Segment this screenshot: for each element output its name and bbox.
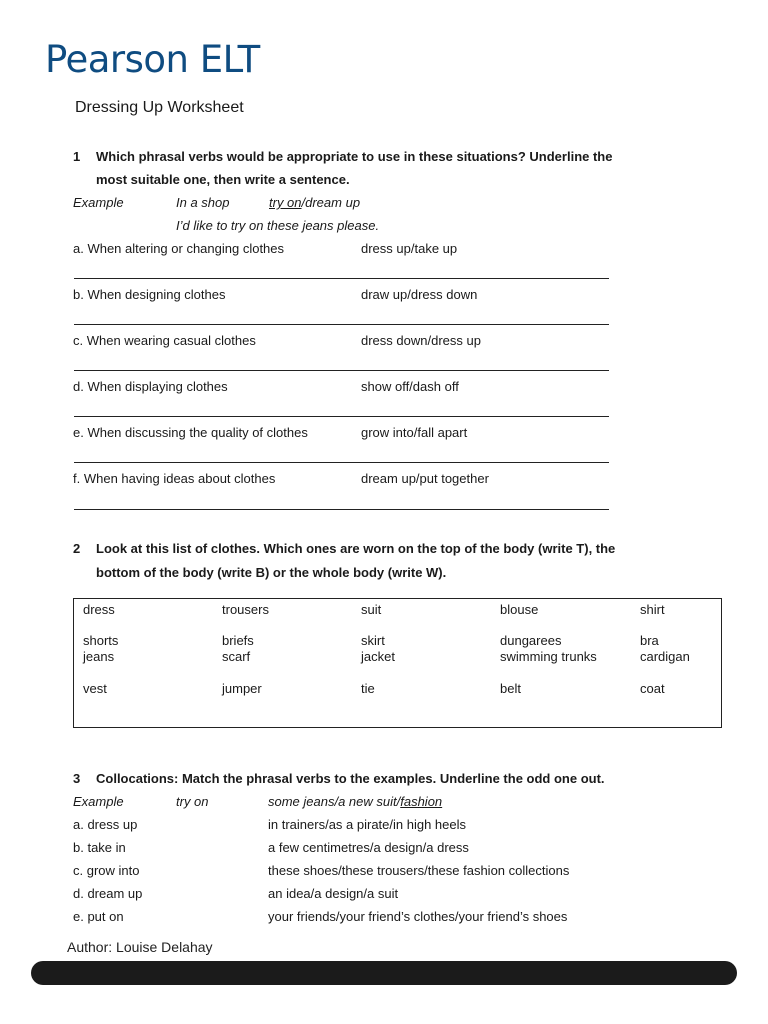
section1-instruction-line1: Which phrasal verbs would be appropriate to use in these situations? Underline the — [96, 149, 613, 164]
answer-line — [74, 416, 609, 417]
section3-item-a-verb: a. dress up — [73, 817, 138, 832]
section1-item-f-situation: f. When having ideas about clothes — [73, 471, 276, 486]
worksheet-title: Dressing Up Worksheet — [75, 99, 244, 116]
clothes-item: swimming trunks — [500, 649, 597, 664]
clothes-item: skirt — [361, 633, 385, 648]
section1-item-f-verbs: dream up/put together — [361, 471, 489, 486]
section1-example-label: Example — [73, 195, 124, 210]
section1-number: 1 — [73, 149, 81, 164]
section3-example-collocations — [268, 793, 442, 811]
answer-line — [74, 370, 609, 371]
section1-item-a-verbs: dress up/take up — [361, 241, 458, 256]
pearson-elt-logo: Pearson ELT — [45, 38, 260, 81]
clothes-item: jacket — [361, 649, 395, 664]
footer-bar — [31, 961, 737, 985]
section1-item-b-situation: b. When designing clothes — [73, 287, 226, 302]
section3-example-underlined: fashion — [400, 794, 443, 809]
clothes-item: shorts — [83, 633, 119, 648]
clothes-item: briefs — [222, 633, 254, 648]
clothes-item: suit — [361, 602, 382, 617]
section2-instruction-line1: Look at this list of clothes. Which ones are worn on the top of the body (write T), the — [96, 541, 616, 556]
section3-item-d-examples: an idea/a design/a suit — [268, 886, 399, 901]
section2-number: 2 — [73, 541, 81, 556]
clothes-item: tie — [361, 681, 375, 696]
section1-instruction-line2: most suitable one, then write a sentence. — [96, 172, 350, 187]
section3-instruction: Collocations: Match the phrasal verbs to the examples. Underline the odd one out. — [96, 771, 605, 786]
section1-item-d-verbs: show off/dash off — [361, 379, 459, 394]
section1-example-verbs — [269, 194, 360, 212]
clothes-item: bra — [640, 633, 659, 648]
section1-item-d-situation: d. When displaying clothes — [73, 379, 228, 394]
clothes-item: dungarees — [500, 633, 562, 648]
section3-item-c-examples: these shoes/these trousers/these fashion collections — [268, 863, 570, 878]
section2-instruction-line2: bottom of the body (write B) or the whole body (write W). — [96, 565, 447, 580]
section3-item-b-verb: b. take in — [73, 840, 126, 855]
clothes-item: vest — [83, 681, 107, 696]
section1-example-situation: In a shop — [176, 195, 230, 210]
section1-example-rest: /dream up — [301, 195, 361, 210]
clothes-item: trousers — [222, 602, 269, 617]
clothes-item: belt — [500, 681, 521, 696]
author-credit: Author: Louise Delahay — [67, 939, 213, 955]
section3-item-b-examples: a few centimetres/a design/a dress — [268, 840, 469, 855]
answer-line — [74, 324, 609, 325]
clothes-item: scarf — [222, 649, 251, 664]
section3-number: 3 — [73, 771, 81, 786]
section1-item-a-situation: a. When altering or changing clothes — [73, 241, 285, 256]
section1-item-e-situation: e. When discussing the quality of clothes — [73, 425, 308, 440]
section3-example-text: some jeans/a new suit/ — [268, 794, 401, 809]
clothes-item: shirt — [640, 602, 665, 617]
clothes-item: jumper — [222, 681, 262, 696]
clothes-item: cardigan — [640, 649, 690, 664]
section3-item-c-verb: c. grow into — [73, 863, 140, 878]
section1-item-e-verbs: grow into/fall apart — [361, 425, 468, 440]
section1-item-c-situation: c. When wearing casual clothes — [73, 333, 256, 348]
clothes-item: blouse — [500, 602, 539, 617]
section3-example-label: Example — [73, 794, 124, 809]
section3-example-verb: try on — [176, 794, 209, 809]
section1-item-c-verbs: dress down/dress up — [361, 333, 481, 348]
section1-item-b-verbs: draw up/dress down — [361, 287, 478, 302]
section3-item-a-examples: in trainers/as a pirate/in high heels — [268, 817, 467, 832]
clothes-list-box — [73, 598, 722, 728]
clothes-item: jeans — [83, 649, 115, 664]
section1-example-underlined: try on — [269, 195, 302, 210]
section1-example-sentence: I’d like to try on these jeans please. — [176, 218, 380, 233]
answer-line — [74, 462, 609, 463]
section3-item-e-examples: your friends/your friend’s clothes/your friend’s shoes — [268, 909, 568, 924]
answer-line — [74, 509, 609, 510]
section3-item-d-verb: d. dream up — [73, 886, 143, 901]
clothes-item: dress — [83, 602, 115, 617]
clothes-item: coat — [640, 681, 665, 696]
answer-line — [74, 278, 609, 279]
section3-item-e-verb: e. put on — [73, 909, 124, 924]
